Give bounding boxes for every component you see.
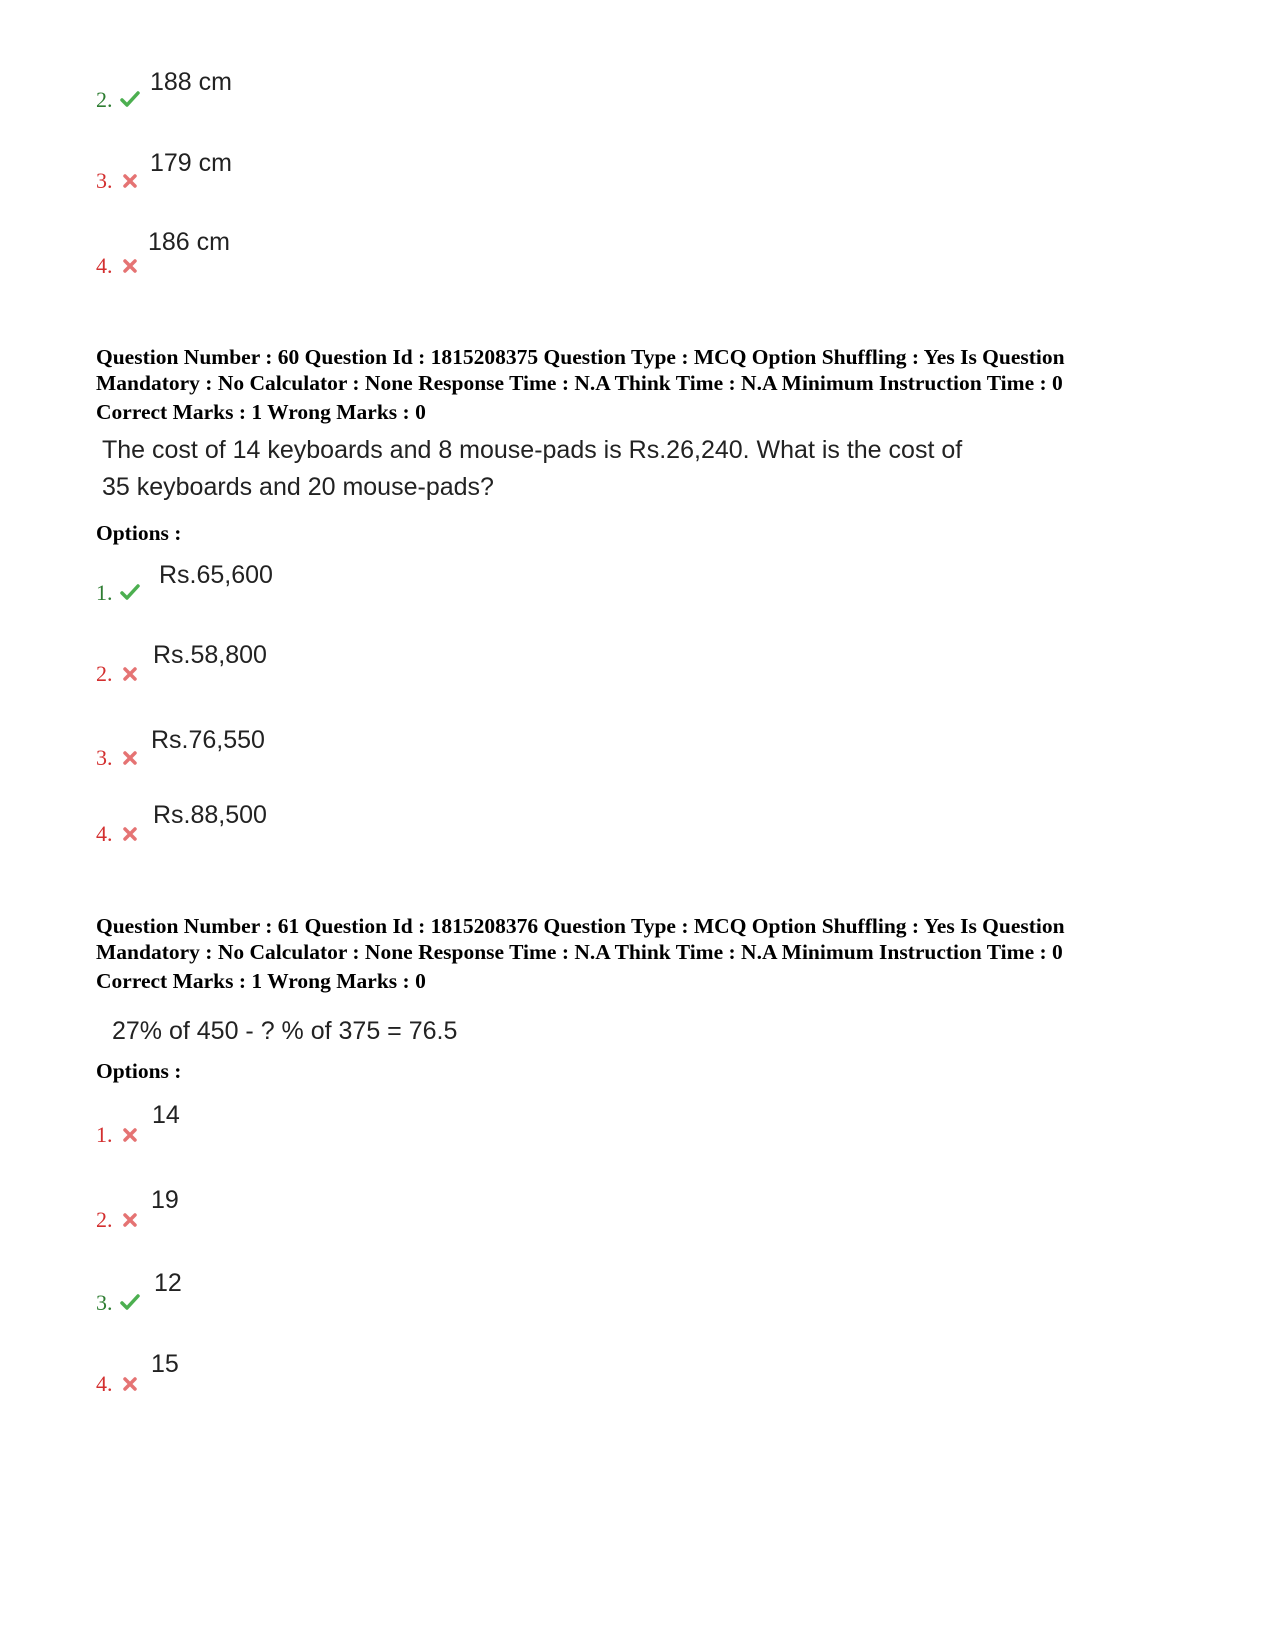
option-row <box>96 1255 696 1315</box>
option-row <box>96 133 696 193</box>
option-number: 4. <box>96 821 113 846</box>
question-header <box>96 913 1196 965</box>
option-number: 3. <box>96 1290 113 1315</box>
check-icon <box>119 581 141 603</box>
check-icon <box>119 88 141 110</box>
option-row <box>96 1087 696 1147</box>
option-value: Rs.76,550 <box>151 726 265 754</box>
check-icon <box>119 1291 141 1313</box>
option-number: 2. <box>96 87 113 112</box>
question-text <box>102 432 1082 506</box>
cross-icon <box>119 822 141 844</box>
marks-info: Correct Marks : 1 Wrong Marks : 0 <box>96 400 426 424</box>
question-header-line: Mandatory : No Calculator : None Response Time : N.A Think Time : N.A Minimum Instruction Time : 0 <box>96 371 1063 395</box>
option-row <box>96 626 696 686</box>
option-row <box>96 710 696 770</box>
option-value: Rs.88,500 <box>153 801 267 829</box>
question-header-line: Question Number : 60 Question Id : 1815208375 Question Type : MCQ Option Shuffling : Yes Is Question <box>96 345 1065 369</box>
option-value: 179 cm <box>150 149 232 177</box>
option-number: 1. <box>96 580 113 605</box>
question-text-line: 27% of 450 - ? % of 375 = 76.5 <box>112 1017 458 1045</box>
option-row <box>96 786 696 846</box>
option-value: 19 <box>151 1186 179 1214</box>
cross-icon <box>119 254 141 276</box>
question-text <box>112 1013 1092 1050</box>
option-number: 3. <box>96 745 113 770</box>
option-row <box>96 1336 696 1396</box>
question-text-line: 35 keyboards and 20 mouse-pads? <box>102 473 494 501</box>
cross-icon <box>119 1372 141 1394</box>
marks-info: Correct Marks : 1 Wrong Marks : 0 <box>96 969 426 993</box>
options-label: Options : <box>96 1059 182 1083</box>
cross-icon <box>119 169 141 191</box>
option-value: Rs.65,600 <box>159 561 273 589</box>
option-number: 3. <box>96 168 113 193</box>
option-value: 14 <box>152 1101 180 1129</box>
cross-icon <box>119 1123 141 1145</box>
option-value: 12 <box>154 1269 182 1297</box>
option-number: 2. <box>96 661 113 686</box>
option-row <box>96 218 696 278</box>
question-header-line: Mandatory : No Calculator : None Response Time : N.A Think Time : N.A Minimum Instruction Time : 0 <box>96 940 1063 964</box>
option-row <box>96 1172 696 1232</box>
question-header-line: Question Number : 61 Question Id : 1815208376 Question Type : MCQ Option Shuffling : Yes Is Question <box>96 914 1065 938</box>
question-header <box>96 344 1196 396</box>
option-value: 188 cm <box>150 68 232 96</box>
option-number: 4. <box>96 1371 113 1396</box>
option-row <box>96 52 696 112</box>
cross-icon <box>119 1208 141 1230</box>
option-number: 2. <box>96 1207 113 1232</box>
option-number: 1. <box>96 1122 113 1147</box>
question-text-line: The cost of 14 keyboards and 8 mouse-pads is Rs.26,240. What is the cost of <box>102 436 963 464</box>
option-row <box>96 545 696 605</box>
cross-icon <box>119 662 141 684</box>
option-value: Rs.58,800 <box>153 641 267 669</box>
option-number: 4. <box>96 253 113 278</box>
options-label: Options : <box>96 521 182 545</box>
option-value: 186 cm <box>148 228 230 256</box>
cross-icon <box>119 746 141 768</box>
option-value: 15 <box>151 1350 179 1378</box>
